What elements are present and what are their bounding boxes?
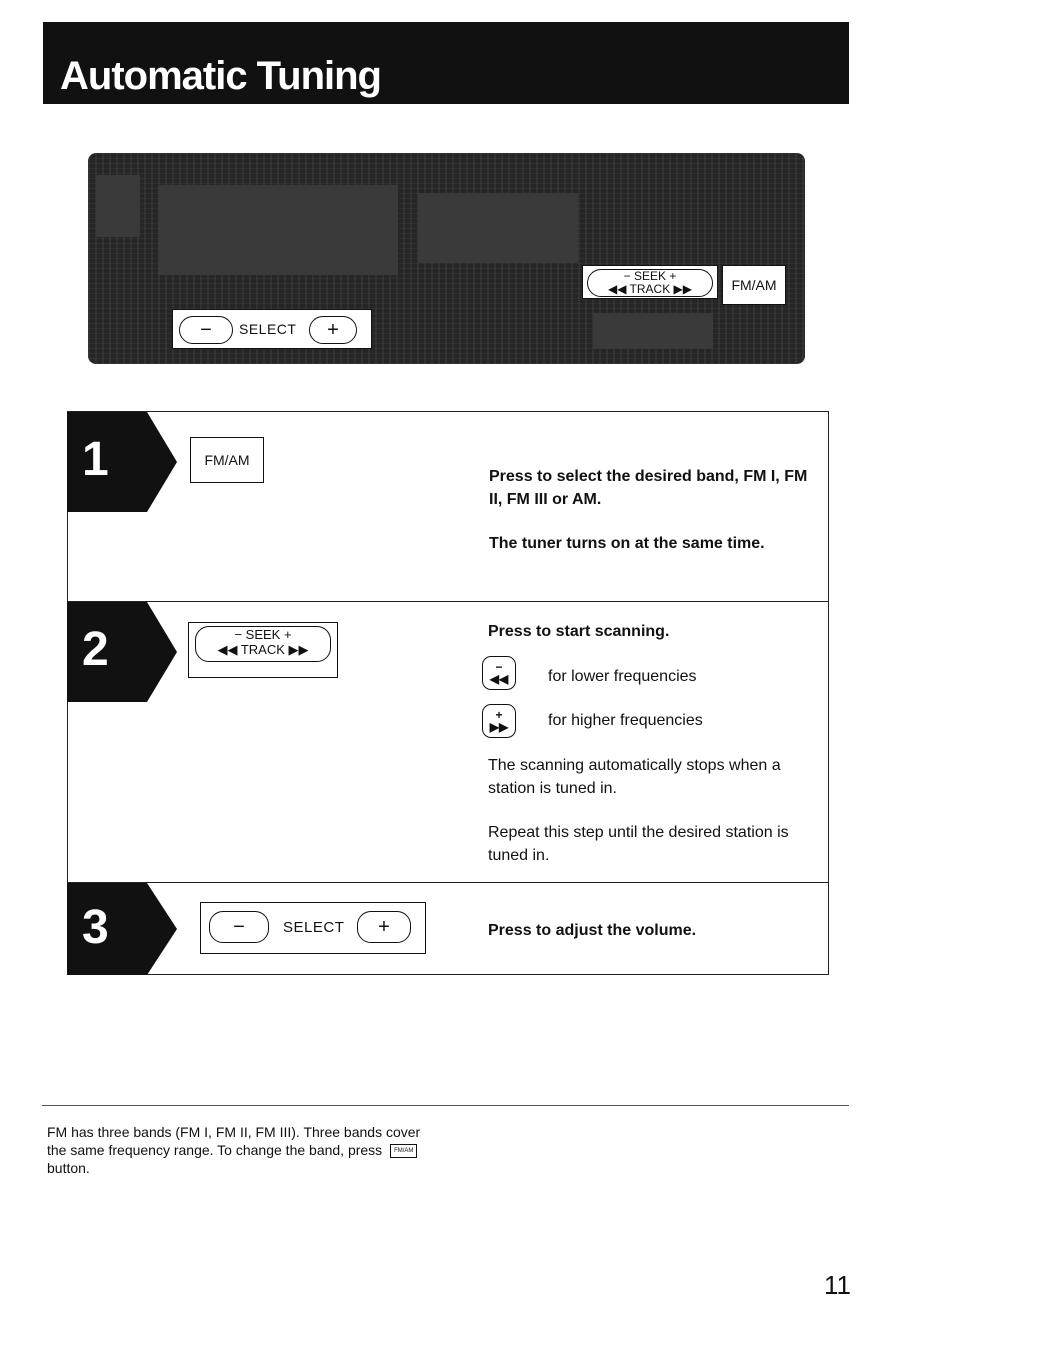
- lower-frequencies-label: for lower frequencies: [548, 668, 697, 685]
- select-control-illustration: [200, 902, 426, 954]
- select-control[interactable]: [172, 309, 372, 349]
- step-number: 1: [82, 433, 109, 486]
- page-title: Automatic Tuning: [60, 54, 381, 98]
- step2-scan-note: The scanning automatically stops when a station is tuned in.: [488, 757, 781, 797]
- select-label: SELECT: [239, 321, 297, 337]
- higher-frequencies-label: for higher frequencies: [548, 712, 703, 729]
- fast-forward-icon: ▶▶: [489, 720, 509, 734]
- note-divider: [42, 1105, 849, 1106]
- cassette-area: [418, 193, 578, 263]
- volume-minus-button[interactable]: −: [179, 316, 233, 344]
- seek-track-control[interactable]: [582, 265, 718, 299]
- fmam-button[interactable]: FM/AM: [722, 265, 786, 305]
- divider: [67, 601, 829, 602]
- step1-note: The tuner turns on at the same time.: [489, 535, 765, 552]
- step-number: 3: [82, 901, 109, 954]
- step1-instruction: Press to select the desired band, FM I, FM II, FM III or AM.: [489, 468, 808, 508]
- step2-repeat-note: Repeat this step until the desired station is tuned in.: [488, 824, 789, 864]
- seek-track-button: [195, 626, 331, 662]
- step2-heading: Press to start scanning.: [488, 623, 670, 640]
- eject-area: [593, 313, 713, 349]
- rewind-key: − ◀◀: [482, 656, 516, 690]
- seek-track-button[interactable]: [587, 269, 713, 297]
- seek-track-illustration: [188, 622, 338, 678]
- fast-forward-key: + ▶▶: [482, 704, 516, 738]
- preset-slot: [96, 175, 140, 237]
- track-label: ◀◀ TRACK ▶▶: [607, 282, 693, 296]
- page-number: 11: [824, 1270, 851, 1300]
- divider: [67, 882, 829, 883]
- display-area: [158, 185, 398, 275]
- footnote-text-end: button.: [47, 1160, 90, 1176]
- step-number: 2: [82, 623, 109, 676]
- fmam-mini-key: FM/AM: [390, 1144, 417, 1158]
- volume-plus-button: +: [357, 911, 411, 943]
- select-label: SELECT: [283, 919, 345, 936]
- footnote-text: FM has three bands (FM I, FM II, FM III). Three bands cover the same frequency range. To change the band, press: [47, 1124, 421, 1158]
- step3-instruction: Press to adjust the volume.: [488, 922, 697, 939]
- fmam-button-illustration: FM/AM: [190, 437, 264, 483]
- seek-label: − SEEK +: [623, 269, 677, 283]
- volume-plus-button[interactable]: +: [309, 316, 357, 344]
- radio-faceplate: [88, 153, 805, 364]
- track-label: ◀◀ TRACK ▶▶: [217, 642, 309, 657]
- volume-minus-button: −: [209, 911, 269, 943]
- footnote: [47, 1123, 437, 1177]
- seek-label: − SEEK +: [234, 627, 292, 642]
- rewind-icon: ◀◀: [489, 672, 509, 686]
